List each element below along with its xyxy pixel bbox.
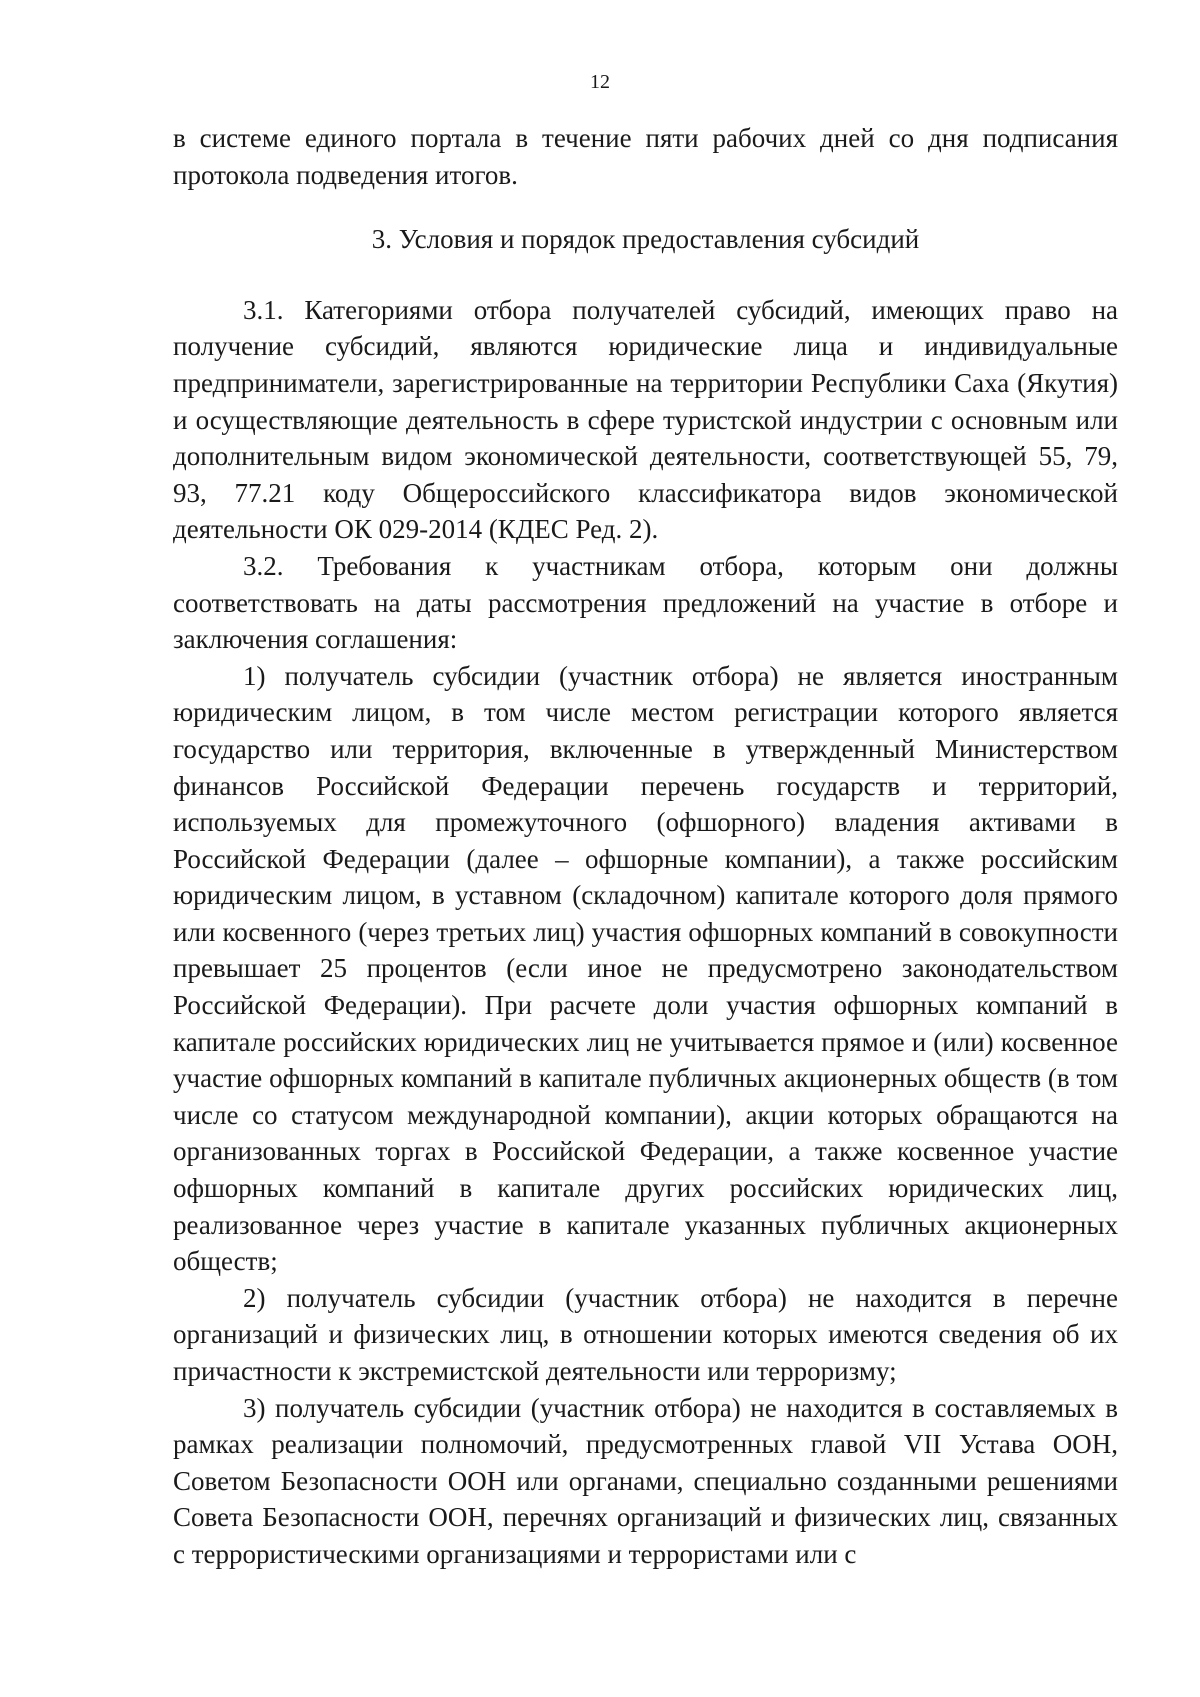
page-number: 12 bbox=[590, 71, 610, 93]
paragraph-continuation: в системе единого портала в течение пяти рабочих дней со дня подписания протокола подведения итогов. bbox=[173, 123, 1118, 190]
paragraph-3-1: 3.1. Категориями отбора получателей субсидий, имеющих право на получение субсидий, являются юридические лица и индивидуальные предприниматели, зарегистрированные на территории Республики Саха (Якутия) и осуществляющие деятельность в сфере туристской индустрии с основным или дополнительным видом экономической деятельности, соответствующей 55, 79, 93, 77.21 коду Общероссийского классификатора видов экономической деятельности ОК 029-2014 (КДЕС Ред. 2). bbox=[173, 294, 1118, 545]
paragraph-3-2: 3.2. Требования к участникам отбора, которым они должны соответствовать на даты рассмотрения предложений на участие в отборе и заключения соглашения: bbox=[173, 550, 1118, 655]
list-item-1: 1) получатель субсидии (участник отбора) не является иностранным юридическим лицом, в том числе местом регистрации которого является государство или территория, включенные в утвержденный Министерством финансов Российской Федерации перечень государств и территорий, используемых для промежуточного (офшорного) владения активами в Российской Федерации (далее – офшорные компании), а также российским юридическим лицом, в уставном (складочном) капитале которого доля прямого или косвенного (через третьих лиц) участия офшорных компаний в совокупности превышает 25 процентов (если иное не предусмотрено законодательством Российской Федерации). При расчете доли участия офшорных компаний в капитале российских юридических лиц не учитывается прямое и (или) косвенное участие офшорных компаний в капитале публичных акционерных обществ (в том числе со статусом международной компании), акции которых обращаются на организованных торгах в Российской Федерации, а также косвенное участие офшорных компаний в капитале других российских юридических лиц, реализованное через участие в капитале указанных публичных акционерных обществ; bbox=[173, 660, 1118, 1277]
list-item-3: 3) получатель субсидии (участник отбора) не находится в составляемых в рамках реализации полномочий, предусмотренных главой VII Устава ООН, Советом Безопасности ООН или органами, специально созданными решениями Совета Безопасности ООН, перечнях организаций и физических лиц, связанных с террористическими организациями и террористами или с bbox=[173, 1392, 1118, 1569]
list-item-2: 2) получатель субсидии (участник отбора) не находится в перечне организаций и физических лиц, в отношении которых имеются сведения об их причастности к экстремистской деятельности или терроризму; bbox=[173, 1282, 1118, 1386]
section-heading: 3. Условия и порядок предоставления субсидий bbox=[371, 224, 920, 255]
document-body bbox=[173, 120, 1118, 1573]
